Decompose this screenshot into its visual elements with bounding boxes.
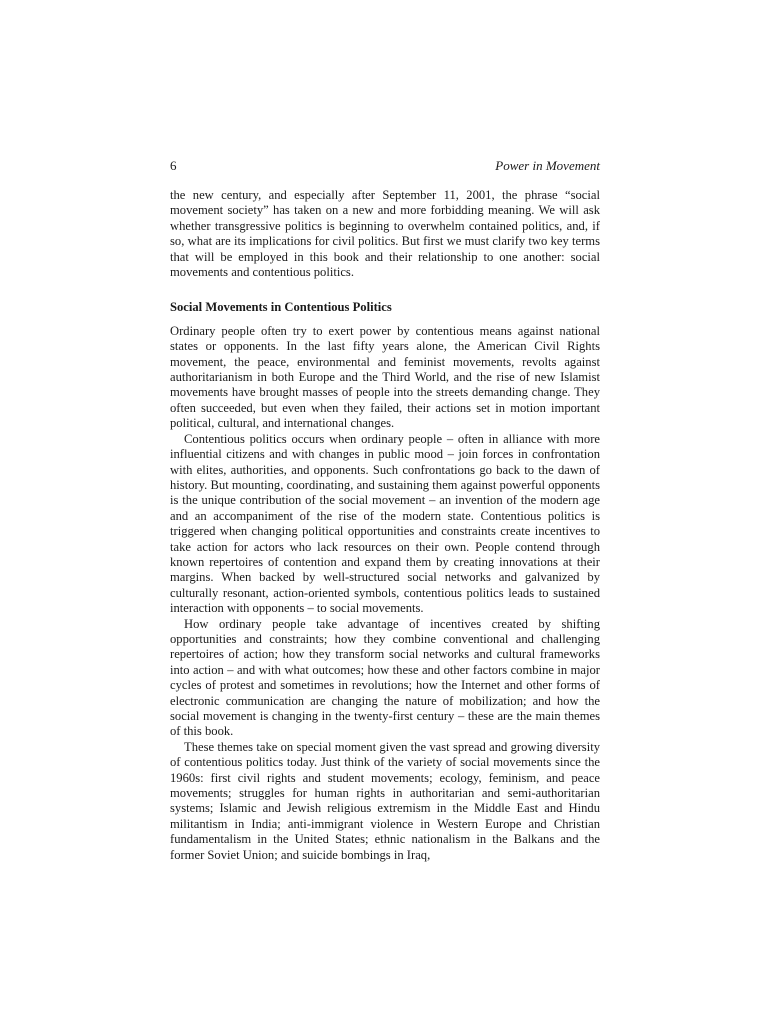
body-paragraph: Contentious politics occurs when ordinary people – often in alliance with more influential citizens and with changes in public mood – join forces in confrontation with elites, authorities, and opponents. Such confrontations go back to the dawn of history. But mounting, coordinating, and sustaining them against powerful opponents is the unique contribution of the social movement – an invention of the modern age and an accompaniment of the rise of the modern state. Contentious politics is triggered when changing political opportunities and constraints create incentives to take action for actors who lack resources on their own. People contend through known repertoires of contention and expand them by creating innovations at their margins. When backed by well-structured social networks and galvanized by culturally resonant, action-oriented symbols, contentious politics leads to sustained interaction with opponents – to social movements. (170, 431, 600, 616)
book-page (170, 158, 600, 863)
intro-paragraph: the new century, and especially after September 11, 2001, the phrase “social movement society” has taken on a new and more forbidding meaning. We will ask whether transgressive politics is beginning to overwhelm contained politics, and, if so, what are its implications for civil politics. But first we must clarify two key terms that will be employed in this book and their relationship to one another: social movements and contentious politics. (170, 188, 600, 280)
running-head (170, 158, 600, 174)
body-paragraph: Ordinary people often try to exert power by contentious means against national states or opponents. In the last fifty years alone, the American Civil Rights movement, the peace, environmental and feminist movements, revolts against authoritarianism in both Europe and the Third World, and the rise of new Islamist movements have brought masses of people into the streets demanding change. They often succeeded, but even when they failed, their actions set in motion important political, cultural, and international changes. (170, 323, 600, 431)
body-paragraph: How ordinary people take advantage of incentives created by shifting opportunities and constraints; how they combine conventional and challenging repertoires of action; how they transform social networks and cultural frameworks into action – and with what outcomes; how these and other factors combine in major cycles of protest and sometimes in revolutions; how the Internet and other forms of electronic communication are changing the nature of mobilization; and how the social movement is changing in the twenty-first century – these are the main themes of this book. (170, 616, 600, 739)
running-title: Power in Movement (495, 158, 600, 173)
section-heading: Social Movements in Contentious Politics (170, 300, 392, 315)
page-number: 6 (170, 158, 177, 173)
body-paragraph: These themes take on special moment given the vast spread and growing diversity of contentious politics today. Just think of the variety of social movements since the 1960s: first civil rights and student movements; ecology, feminism, and peace movements; struggles for human rights in authoritarian and semi-authoritarian systems; Islamic and Jewish religious extremism in the Middle East and Hindu militantism in India; anti-immigrant violence in Western Europe and Christian fundamentalism in the United States; ethnic nationalism in the Balkans and the former Soviet Union; and suicide bombings in Iraq, (170, 739, 600, 862)
